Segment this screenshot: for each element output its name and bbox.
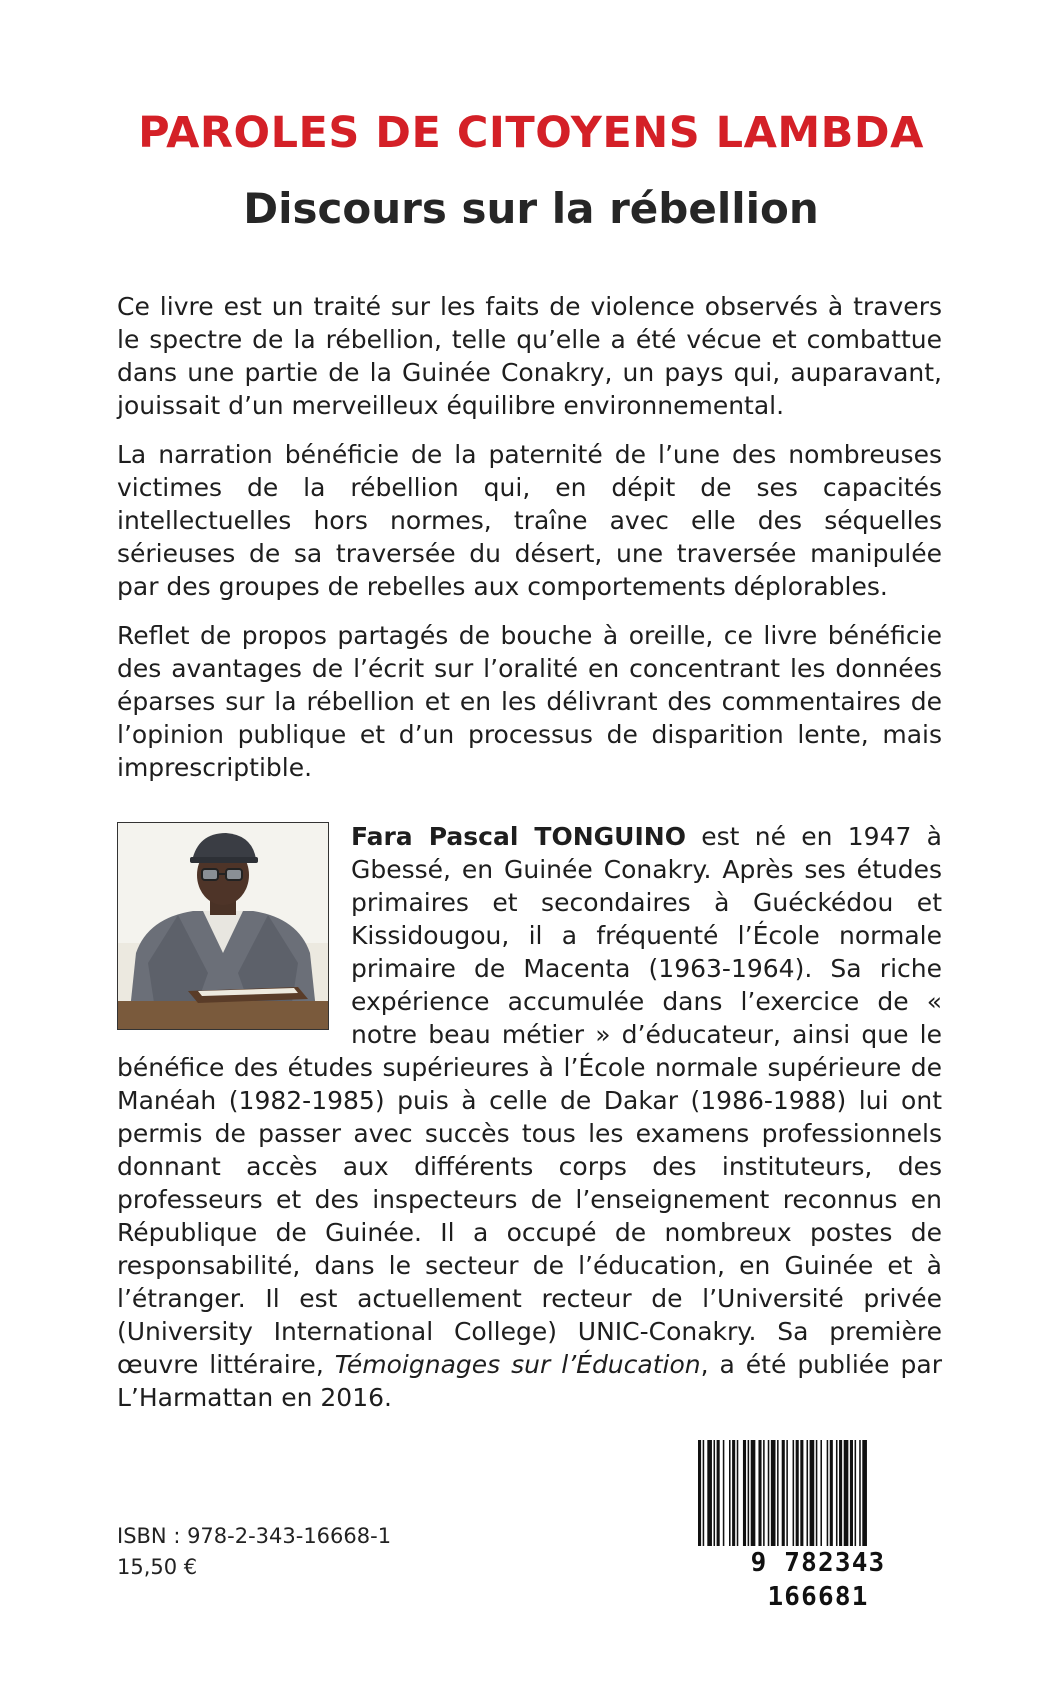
barcode-bar — [729, 1440, 731, 1550]
barcode-bar — [732, 1440, 735, 1550]
barcode-bar — [714, 1440, 716, 1550]
book-title: PAROLES DE CITOYENS LAMBDA — [138, 108, 924, 158]
barcode-bar — [859, 1440, 861, 1550]
barcode-bar — [844, 1440, 849, 1550]
barcode-bar — [796, 1440, 799, 1550]
barcode-bar — [810, 1440, 815, 1550]
author-bio-ending: , a été publiée par L’Harmattan en 2016. — [117, 1350, 942, 1412]
barcode-bar — [782, 1440, 785, 1550]
barcode-bar — [800, 1440, 803, 1550]
barcode-bar — [850, 1440, 853, 1550]
author-portrait-illustration — [118, 823, 328, 1029]
price: 15,50 € — [117, 1555, 198, 1579]
barcode-bar — [751, 1440, 756, 1550]
author-photo — [117, 822, 329, 1030]
barcode-bar — [748, 1440, 750, 1550]
book-blurb — [117, 290, 942, 800]
book-subtitle: Discours sur la rébellion — [243, 184, 819, 233]
barcode-bar — [723, 1440, 725, 1550]
blurb-paragraph: Ce livre est un traité sur les faits de violence observés à travers le spectre de la rébellion, telle qu’elle a été vécue et combattue dans une partie de la Guinée Conakry, un pays qui, auparavant, jouissait d’un merveilleux équilibre environnemental. — [117, 292, 942, 420]
blurb-paragraph: Reflet de propos partagés de bouche à oreille, ce livre bénéficie des avantages de l’écrit sur l’oralité en concentrant les données éparses sur la rébellion et en les délivrant des commentaires de l’opinion publique et d’un processus de disparition lente, mais imprescriptible. — [117, 621, 942, 782]
isbn: ISBN : 978-2-343-16668-1 — [117, 1524, 392, 1548]
barcode-bar — [707, 1440, 712, 1550]
barcode-bar — [768, 1440, 770, 1550]
barcode-bar — [763, 1440, 765, 1550]
barcode-bar — [786, 1440, 788, 1550]
barcode-bar — [698, 1440, 701, 1550]
barcode-bar — [758, 1440, 761, 1550]
barcode-bar — [737, 1440, 739, 1550]
barcode-bar — [830, 1440, 833, 1550]
barcode-bar — [717, 1440, 720, 1550]
barcode — [694, 1440, 942, 1612]
barcode-bar — [827, 1440, 829, 1550]
barcode-bar — [816, 1440, 818, 1550]
barcode-bar — [836, 1440, 838, 1550]
barcode-bar — [820, 1440, 822, 1550]
author-bio — [117, 820, 942, 1414]
barcode-digits: 9 782343 166681 — [694, 1546, 942, 1614]
barcode-bar — [793, 1440, 795, 1550]
barcode-bar — [771, 1440, 776, 1550]
blurb-paragraph: La narration bénéficie de la paternité de l’une des nombreuses victimes de la rébellion qui, en dépit de ses capacités intellectuelles hors normes, traîne avec elle des séquelles sérieuses de sa traversée du désert, une traversée manipulée par des groupes de rebelles aux comportements déplorables. — [117, 440, 942, 601]
author-name: Fara Pascal TONGUINO — [351, 822, 686, 851]
barcode-bar — [743, 1440, 746, 1550]
barcode-bar — [807, 1440, 809, 1550]
barcode-bar — [703, 1440, 705, 1550]
author-first-book-title: Témoignages sur l’Éducation — [334, 1350, 701, 1379]
barcode-bar — [777, 1440, 779, 1550]
barcode-bar — [862, 1440, 867, 1550]
author-bio-text: est né en 1947 à Gbessé, en Guinée Conakry. Après ses études primaires et secondaires à Guéckédou et Kissidougou, il a fréquenté l’École normale primaire de Macenta (1963-1964). Sa riche expérience accumulée dans l’exercice de « notre beau métier » d’éducateur, ainsi que le bénéfice des études supérieures à l’École normale supérieure de Manéah (1982-1985) puis à celle de Dakar (1986-1988) lui ont permis de passer avec succès tous les examens professionnels donnant accès aux différents corps des instituteurs, des professeurs et des inspecteurs de l’enseignement reconnus en République de Guinée. Il a occupé de nombreux postes de responsabilité, dans le secteur de l’éducation, en Guinée et à l’étranger. Il est actuellement recteur de l’Université privée (University International College) UNIC-Conakry. Sa première œuvre littéraire, — [117, 822, 943, 1379]
barcode-bar — [855, 1440, 857, 1550]
barcode-bar — [839, 1440, 842, 1550]
